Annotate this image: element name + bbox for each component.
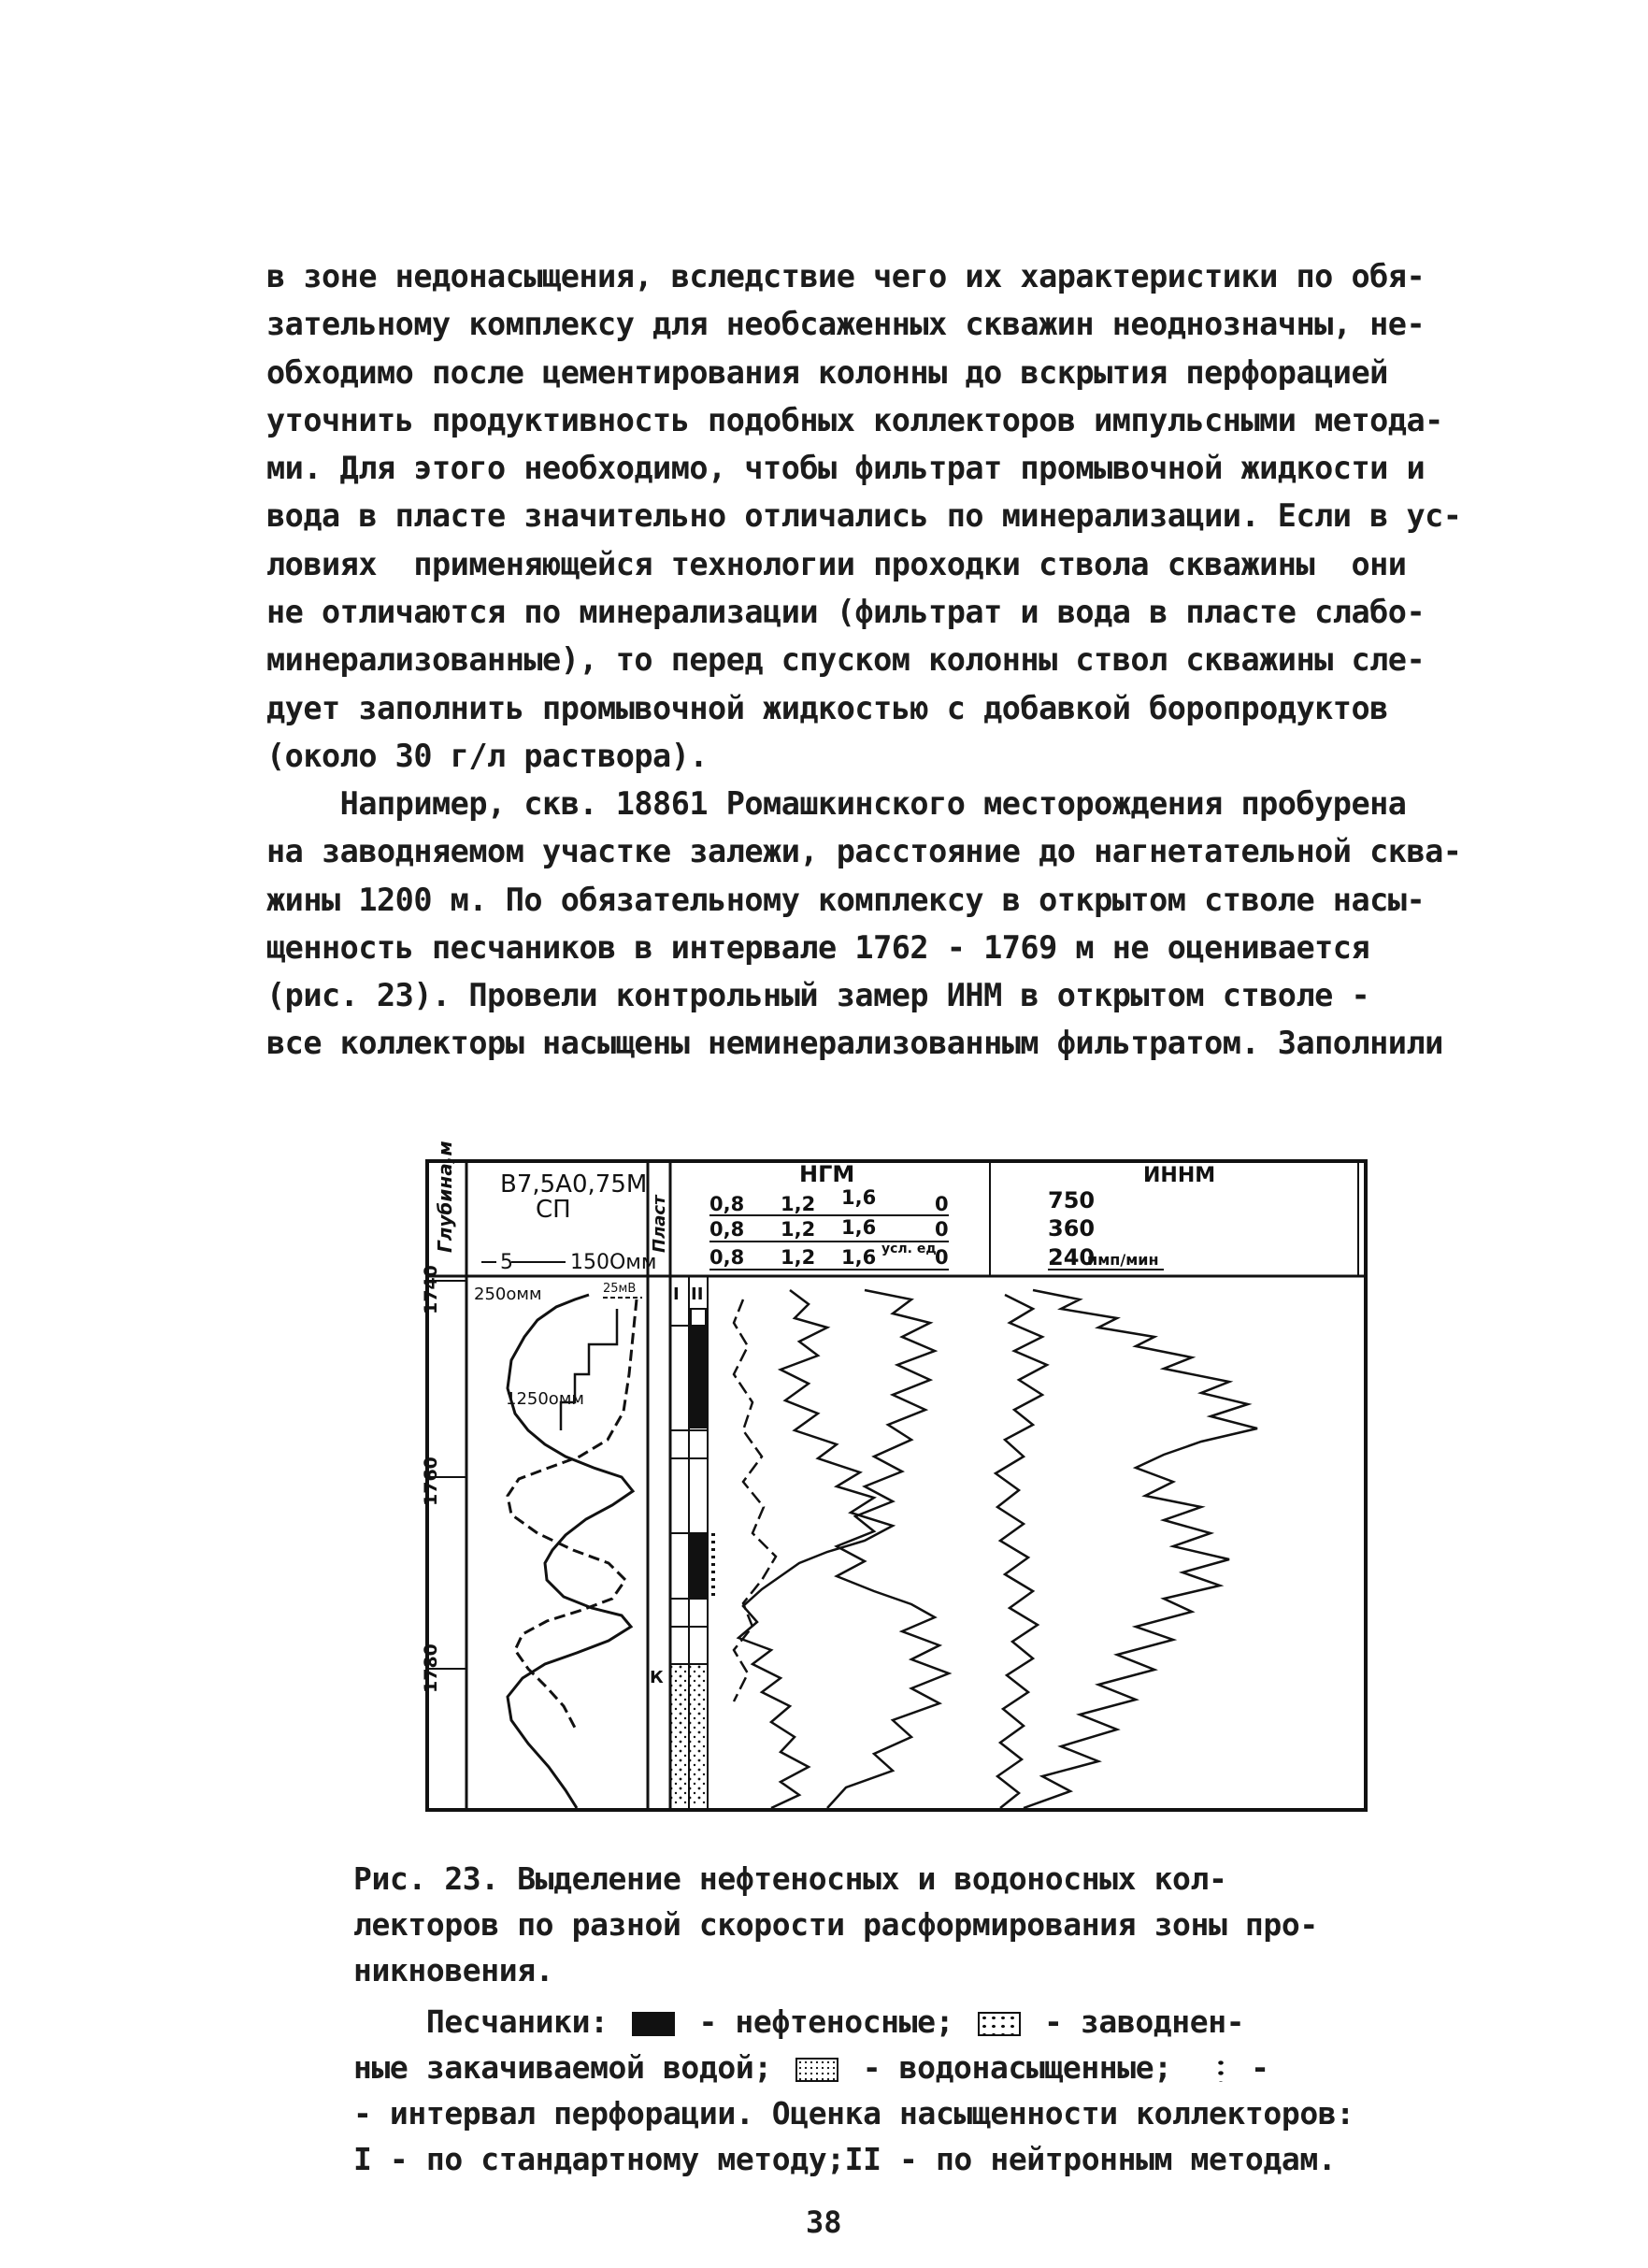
ngm-scale: 0,8 [709,1246,745,1269]
caption-line: Рис. 23. Выделение нефтеносных и водоносных кол- [353,1860,1227,1897]
resistivity-log-label: В7,5А0,75М [500,1170,648,1199]
legend-line [353,1999,1475,2045]
innm-curve-2 [996,1295,1047,1808]
ngm-curve-2 [827,1290,949,1808]
scale-left: 5 [500,1251,513,1274]
ngm-scale: 1,2 [781,1246,816,1269]
aux-curve [561,1309,617,1430]
ngm-scale: 0 [935,1218,949,1241]
scale-right: 150Омм [570,1251,657,1274]
flooded-bed [691,1309,706,1326]
legend-flooded-a: - заводнен- [1044,2003,1245,2040]
text-line: ловиях применяющейся технологии проходки ствола скважины они [266,545,1407,582]
ngm-scale: 1,6 [841,1216,877,1239]
ngm-scale: 1,2 [781,1193,816,1215]
caption-line: никновения. [353,1952,554,1988]
text-line: Например, скв. 18861 Ромашкинского месторождения пробурена [266,785,1407,822]
k-label: К [650,1668,664,1687]
legend-line: I - по стандартному методу;II - по нейтронным методам. [353,2141,1337,2177]
curve-label-a: 250омм [474,1285,542,1304]
innm-scale: 240 [1048,1244,1096,1270]
ngm-scale: 1,6 [841,1186,877,1209]
oil-sandstone-swatch [632,2012,675,2036]
ngm-scale: 1,2 [781,1218,816,1241]
innm-units: имп/мин [1087,1251,1159,1269]
bed-label-2: II [691,1285,704,1304]
flooded-sandstone-swatch [978,2012,1021,2036]
sp-log-label: СП [536,1196,571,1224]
legend-perf-dash: - [1251,2049,1269,2086]
depth-label: 1780 [421,1644,441,1693]
caption-line: лекторов по разной скорости расформирования зоны про- [353,1906,1318,1943]
oil-bed [689,1326,708,1428]
legend-flooded-b: ные закачиваемой водой; [353,2049,772,2086]
legend-oil: - нефтеносные; [698,2003,954,2040]
ngm-scale: 0,8 [709,1218,745,1241]
innm-curve-1 [1024,1290,1257,1808]
ngm-title: НГМ [799,1161,855,1187]
figure-frame [427,1161,1366,1810]
body-paragraph-1 [266,252,1552,780]
text-line: зательному комплексу для необсаженных скважин неоднозначны, не- [266,306,1426,343]
legend-line [353,2045,1475,2090]
figure-legend [353,1999,1475,2182]
bed-label-1: I [673,1285,680,1304]
legend-water: - водонасыщенные; [862,2049,1172,2086]
text-line: в зоне недонасыщения, вследствие чего их характеристики по обя- [266,258,1426,294]
well-log-figure [421,1141,1369,1814]
perforation-swatch [1214,2058,1227,2082]
text-line: уточнить продуктивность подобных коллекторов импульсными метода- [266,401,1443,438]
text-line: дует заполнить промывочной жидкостью с добавкой боропродуктов [266,689,1388,726]
text-line: щенность песчаников в интервале 1762 - 1769 м не оценивается [266,928,1370,966]
ngm-scale: 0,8 [709,1193,745,1215]
sp-curve [508,1299,637,1728]
water-bed [670,1664,689,1804]
innm-title: ИННМ [1143,1164,1216,1187]
ngm-curve-3 [734,1299,776,1701]
curve-label-b: 25мВ [603,1282,637,1296]
oil-bed [689,1533,708,1599]
curve-label-c: 1250омм [506,1389,584,1409]
ngm-units: усл. ед. [881,1242,941,1256]
text-line: все коллекторы насыщены неминерализованным фильтратом. Заполнили [266,1025,1443,1062]
innm-scale: 750 [1048,1187,1096,1213]
depth-label: 1760 [421,1457,441,1506]
legend-lead: Песчаники: [425,2003,609,2040]
ngm-scale: 0 [935,1193,949,1215]
text-line: обходимо после цементирования колонны до вскрытия перфорацией [266,353,1388,391]
water-bed [689,1664,708,1804]
bed-header: Пласт [650,1195,669,1253]
well-log-svg [421,1141,1369,1814]
depth-header: Глубина,м [434,1141,456,1253]
depth-label: 1740 [421,1265,441,1314]
text-line: (около 30 г/л раствора). [266,737,709,774]
legend-line: - интервал перфорации. Оценка насыщенности коллекторов: [353,2095,1354,2132]
text-line: не отличаются по минерализации (фильтрат и вода в пласте слабо- [266,594,1426,631]
resistivity-curve [508,1295,633,1808]
figure-caption [353,1856,1475,1993]
ngm-scale: 0 [935,1246,949,1269]
body-paragraph-2 [266,780,1552,1068]
text-line: жины 1200 м. По обязательному комплексу в открытом стволе насы- [266,881,1426,918]
text-line: вода в пласте значительно отличались по минерализации. Если в ус- [266,497,1462,535]
text-line: на заводняемом участке залежи, расстояние до нагнетательной сква- [266,833,1462,870]
innm-scale: 360 [1048,1215,1096,1242]
ngm-scale: 1,6 [841,1246,877,1269]
water-sandstone-swatch [795,2058,838,2082]
text-line: минерализованные), то перед спуском колонны ствол скважины сле- [266,641,1426,679]
page-number: 38 [806,2204,842,2240]
ngm-curve-1 [738,1290,893,1808]
text-line: ми. Для этого необходимо, чтобы фильтрат промывочной жидкости и [266,450,1426,487]
text-line: (рис. 23). Провели контрольный замер ИНМ в открытом стволе - [266,977,1370,1014]
